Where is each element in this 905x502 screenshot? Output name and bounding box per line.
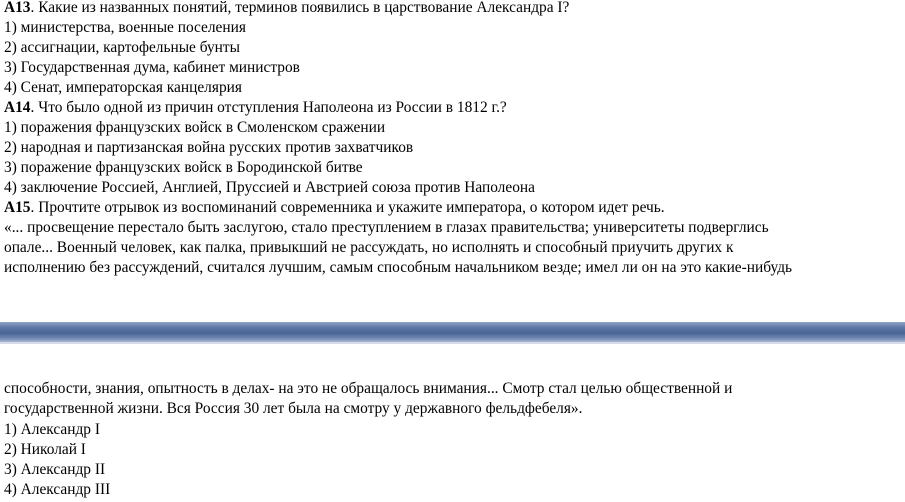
passage-line: опале... Военный человек, как палка, привыкший не рассуждать, но исполнять и способный приучить других к: [4, 239, 734, 256]
answer-option: 4) заключение Россией, Англией, Пруссией и Австрией союза против Наполеона: [4, 179, 535, 196]
answer-option: 3) Государственная дума, кабинет министров: [4, 59, 300, 76]
answer-option: 2) народная и партизанская война русских против захватчиков: [4, 139, 414, 156]
question-text: . Что было одной из причин отступления Наполеона из России в 1812 г.?: [30, 99, 507, 116]
passage-line: государственной жизни. Вся Россия 30 лет была на смотру у державного фельдфебеля».: [4, 400, 583, 417]
page-break-separator: [0, 322, 905, 342]
passage-line: «... просвещение перестало быть заслугою, стало преступлением в глазах правительства; университеты подверглись: [4, 219, 769, 236]
question-text: . Прочтите отрывок из воспоминаний современника и укажите императора, о котором идет речь.: [30, 199, 665, 216]
passage-line: способности, знания, опытность в делах- на это не обращалось внимания... Смотр стал целью общественной и: [4, 380, 733, 397]
question-text: . Какие из названных понятий, терминов появились в царствование Александра I?: [30, 0, 570, 16]
question-a14: [4, 98, 507, 118]
question-number: А15: [4, 199, 31, 216]
answer-option: 4) Сенат, императорская канцелярия: [4, 79, 242, 96]
answer-option: 1) министерства, военные поселения: [4, 19, 246, 36]
answer-option: 2) ассигнации, картофельные бунты: [4, 39, 240, 56]
question-a15: [4, 198, 665, 218]
answer-option: 3) поражение французских войск в Бородинской битве: [4, 159, 363, 176]
question-a13: [4, 0, 569, 18]
answer-option: 1) поражения французских войск в Смоленском сражении: [4, 119, 386, 136]
question-number: А13: [4, 0, 31, 16]
answer-option: 3) Александр II: [4, 461, 106, 478]
question-number: А14: [4, 99, 31, 116]
answer-option: 1) Александр I: [4, 421, 100, 438]
page-break-shadow: [0, 342, 905, 344]
answer-option: 2) Николай I: [4, 441, 86, 458]
answer-option: 4) Александр III: [4, 481, 111, 498]
passage-line: исполнению без рассуждений, считался лучшим, самым способным начальником везде; имел ли он на это какие-нибудь: [4, 259, 793, 276]
